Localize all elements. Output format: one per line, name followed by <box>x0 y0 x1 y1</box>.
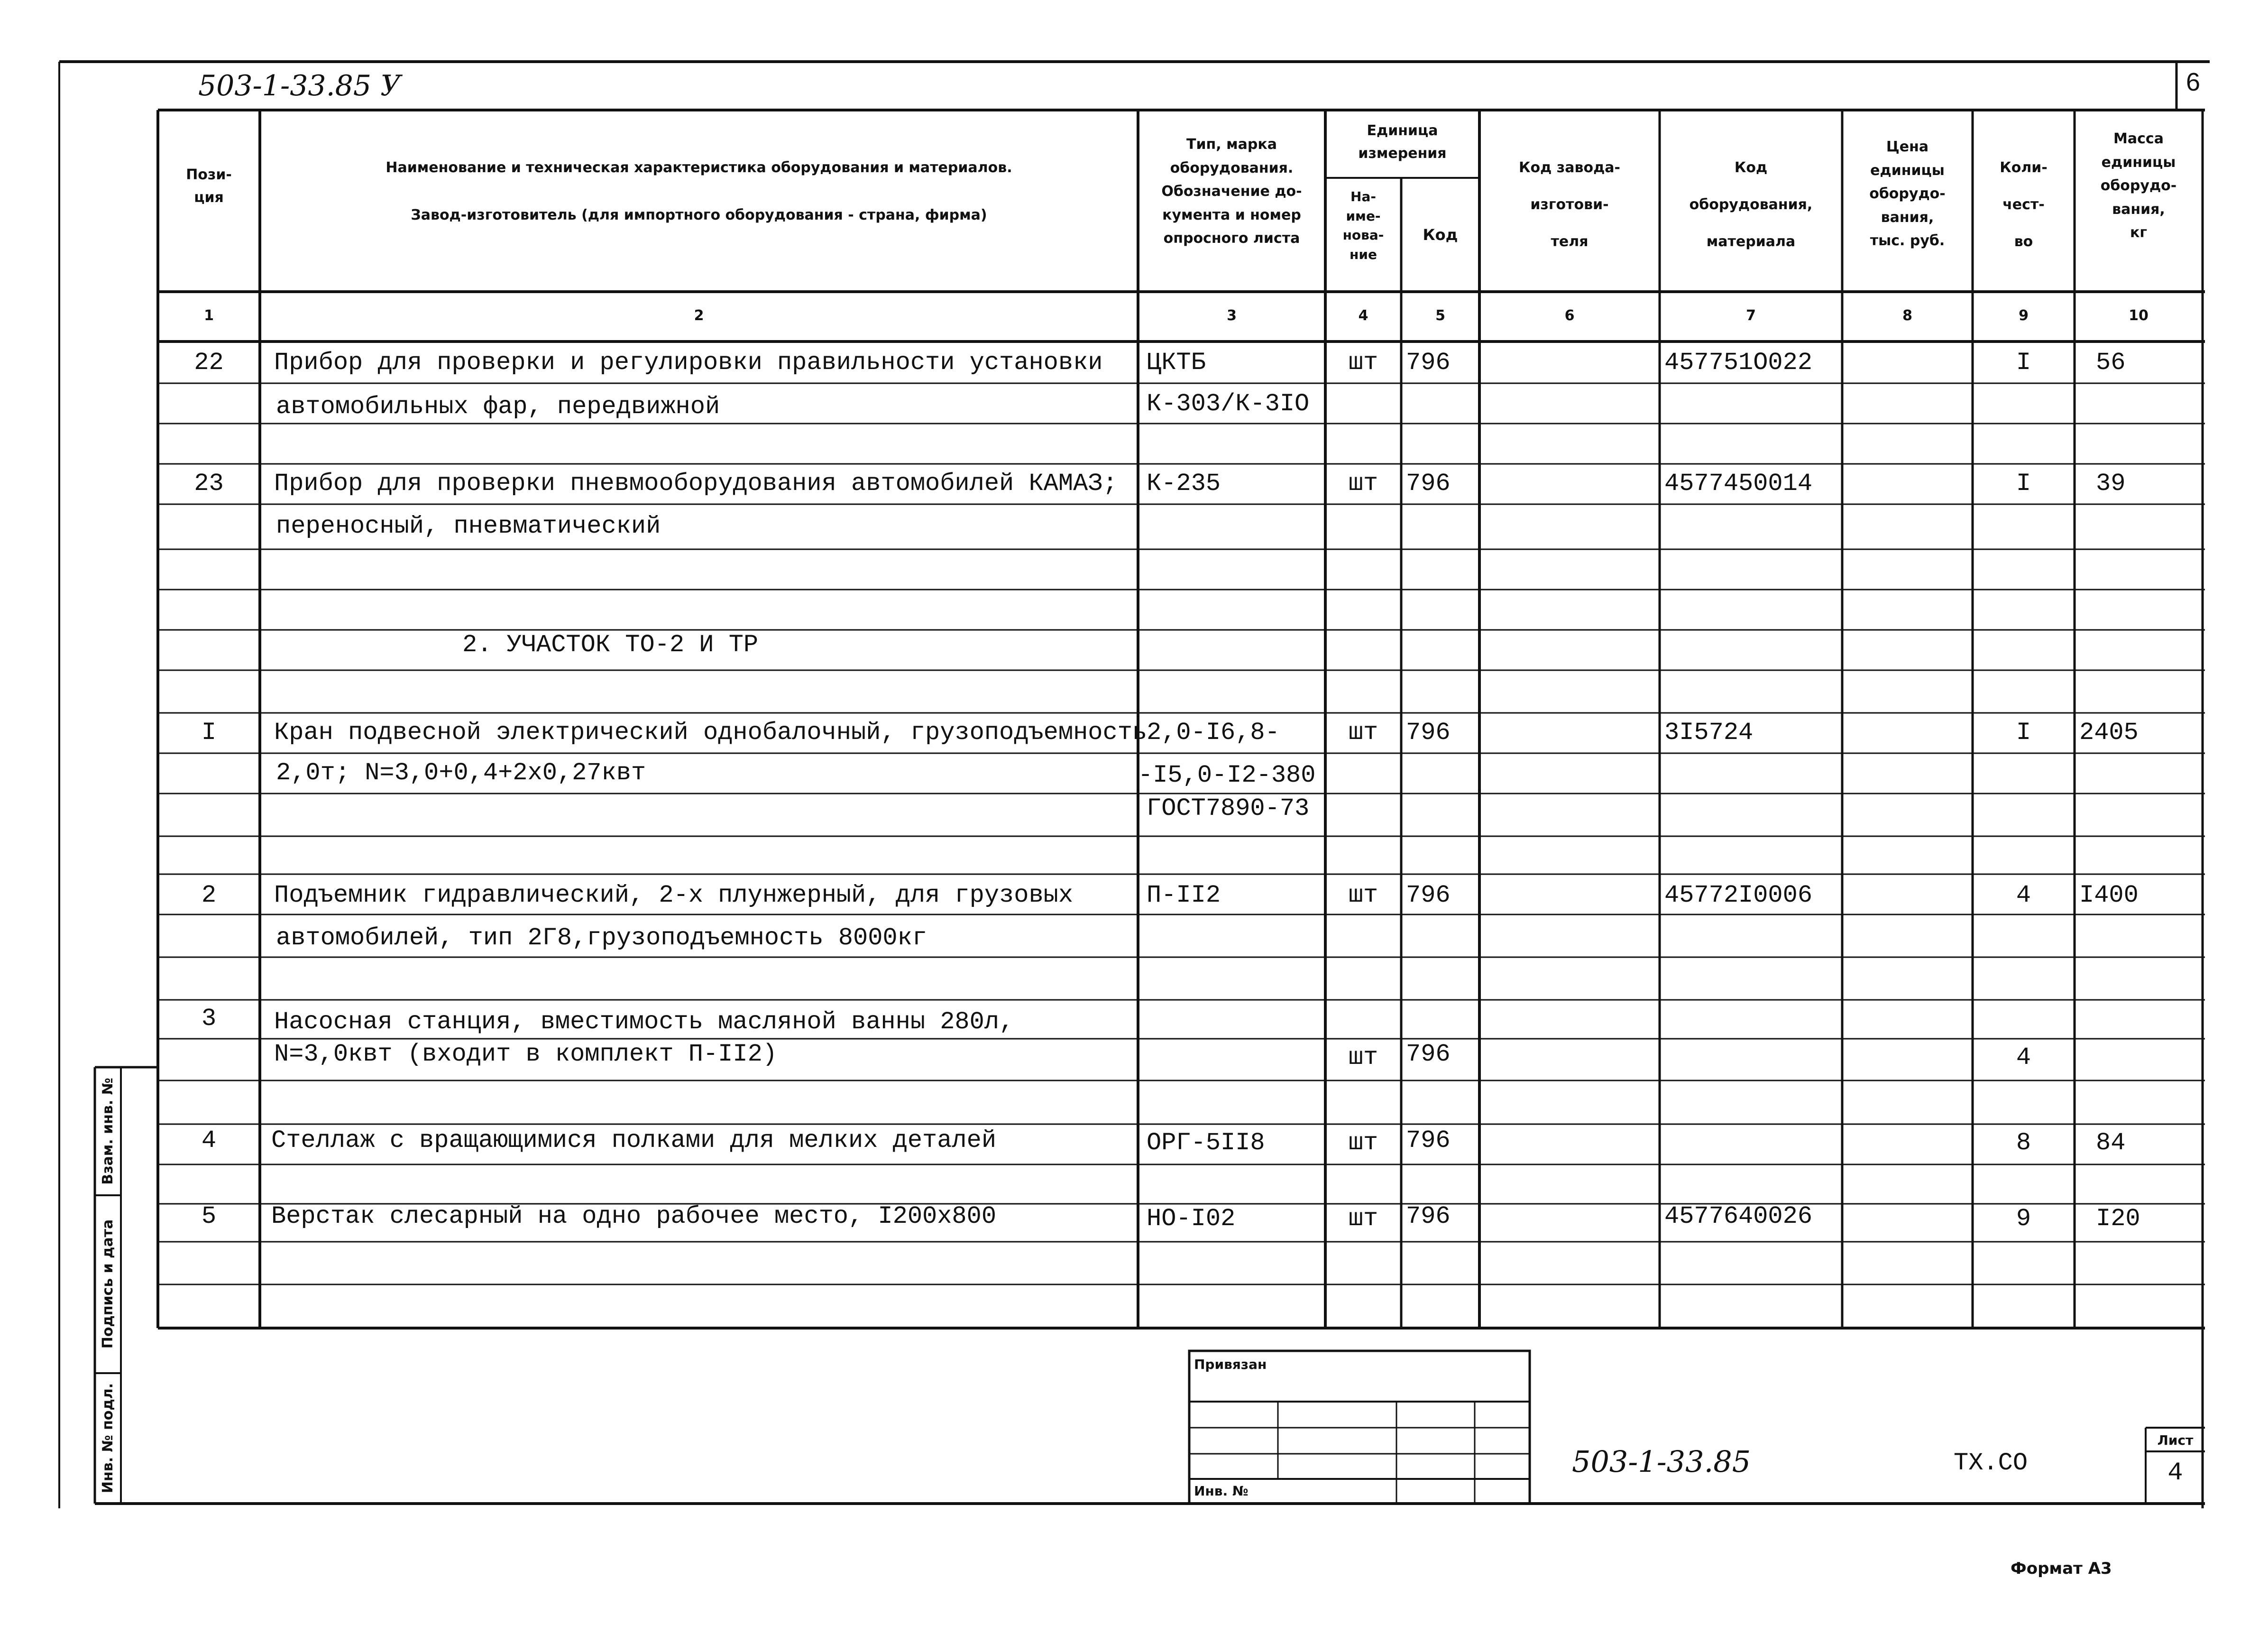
cell-name: автомобильных фар, передвижной <box>276 393 720 421</box>
side-label-replaced-inv: Взам. инв. № <box>100 1078 116 1185</box>
cell-unit: шт <box>1348 1043 1378 1071</box>
stamp-inv-label: Инв. № <box>1194 1483 1249 1499</box>
col-number: 6 <box>1564 307 1575 324</box>
header-position: Пози- ция <box>186 166 232 206</box>
cell-type: К-303/К-3IО <box>1147 390 1310 418</box>
cell-equipment-code: 3I5724 <box>1664 719 1754 747</box>
cell-mass: 39 <box>2096 470 2126 498</box>
cell-type: К-235 <box>1147 470 1221 498</box>
sheet-corner-number: 6 <box>2186 68 2201 96</box>
cell-equipment-code: 457751О022 <box>1664 349 1813 377</box>
cell-unit-code: 796 <box>1406 1040 1451 1068</box>
col-number: 4 <box>1358 307 1368 324</box>
header-unit-name: На- име- нова- ние <box>1342 189 1384 262</box>
cell-name: N=3,0квт (входит в комплект П-II2) <box>274 1040 777 1068</box>
cell-equipment-code: 4577450014 <box>1664 470 1813 498</box>
cell-unit-code: 796 <box>1406 881 1451 909</box>
col-number: 2 <box>694 307 704 324</box>
cell-quantity: 4 <box>2016 1043 2031 1071</box>
cell-name: Насосная станция, вместимость масляной ванны 280л, <box>274 1008 1014 1036</box>
col-number: 10 <box>2129 307 2149 324</box>
cell-mass: 2405 <box>2079 719 2139 747</box>
cell-quantity: I <box>2016 349 2031 377</box>
cell-unit: шт <box>1348 349 1378 377</box>
cell-unit: шт <box>1348 881 1378 909</box>
header-maker-code: Код завода- изготови- теля <box>1519 159 1620 250</box>
header-unit: Единица измерения <box>1358 122 1447 162</box>
cell-unit-code: 796 <box>1406 349 1451 377</box>
col-number: 9 <box>2019 307 2029 324</box>
cell-type: П-II2 <box>1147 881 1221 909</box>
cell-name: переносный, пневматический <box>276 512 661 540</box>
col-number: 5 <box>1435 307 1445 324</box>
cell-quantity: 9 <box>2016 1205 2031 1233</box>
cell-equipment-code: 45772I0006 <box>1664 881 1813 909</box>
cell-unit-code: 796 <box>1406 1202 1451 1230</box>
cell-unit-code: 796 <box>1406 470 1451 498</box>
cell-name: Кран подвесной электрический однобалочный, грузоподъемность <box>274 719 1148 747</box>
col-number: 8 <box>1902 307 1912 324</box>
stamp-bound-label: Привязан <box>1194 1357 1267 1372</box>
cell-quantity: 4 <box>2016 881 2031 909</box>
cell-name: Подъемник гидравлический, 2-х плунжерный, для грузовых <box>274 881 1074 909</box>
cell-name: Стеллаж с вращающимися полками для мелких деталей <box>271 1126 997 1154</box>
col-number: 7 <box>1746 307 1756 324</box>
section-title: 2. УЧАСТОК ТО-2 И ТР <box>462 631 759 659</box>
document-code-top: 503-1-33.85 У <box>198 69 401 102</box>
cell-type: ЦКТБ <box>1147 349 1206 377</box>
header-price: Цена единицы оборудо- вания, тыс. руб. <box>1869 138 1946 249</box>
header-name-line1: Наименование и техническая характеристика оборудования и материалов. <box>386 159 1012 176</box>
cell-type: ГОСТ7890-73 <box>1147 794 1310 822</box>
cell-position: 23 <box>194 470 224 498</box>
cell-unit: шт <box>1348 470 1378 498</box>
cell-mass: I400 <box>2079 881 2139 909</box>
stamp-sheet-number: 4 <box>2167 1459 2183 1487</box>
side-label-original-inv: Инв. № подл. <box>100 1383 116 1494</box>
stamp-document-code: 503-1-33.85 <box>1572 1444 1751 1479</box>
cell-unit-code: 796 <box>1406 1126 1451 1154</box>
cell-position: 22 <box>194 349 224 377</box>
cell-unit: шт <box>1348 1205 1378 1233</box>
stamp-mark: ТХ.СО <box>1954 1449 2028 1477</box>
cell-position: 5 <box>201 1202 217 1230</box>
header-mass: Масса единицы оборудо- вания, кг <box>2100 130 2177 241</box>
cell-name: автомобилей, тип 2Г8,грузоподъемность 8000кг <box>276 924 927 952</box>
cell-name: 2,0т; N=3,0+0,4+2х0,27квт <box>276 759 646 787</box>
header-name-line2: Завод-изготовитель (для импортного оборудования - страна, фирма) <box>411 207 987 223</box>
cell-quantity: I <box>2016 470 2031 498</box>
cell-equipment-code: 4577640026 <box>1664 1202 1813 1230</box>
header-unit-code: Код <box>1423 226 1458 244</box>
cell-unit: шт <box>1348 1129 1378 1157</box>
cell-type: 2,0-I6,8- <box>1147 719 1280 747</box>
cell-name: Прибор для проверки пневмооборудования автомобилей КАМАЗ; <box>274 470 1118 498</box>
cell-name: Прибор для проверки и регулировки правильности установки <box>274 349 1103 377</box>
header-quantity: Коли- чест- во <box>2000 159 2048 250</box>
stamp-sheet-label: Лист <box>2157 1432 2194 1448</box>
cell-type: ОРГ-5II8 <box>1147 1129 1265 1157</box>
paper-format: Формат А3 <box>2011 1559 2112 1578</box>
cell-mass: I20 <box>2096 1205 2140 1233</box>
header-type: Тип, марка оборудования. Обозначение до- кумента и номер опросного листа <box>1161 136 1302 247</box>
cell-unit-code: 796 <box>1406 719 1451 747</box>
cell-type: НО-I02 <box>1147 1205 1236 1233</box>
cell-name: Верстак слесарный на одно рабочее место, I200х800 <box>271 1202 997 1230</box>
cell-quantity: 8 <box>2016 1129 2031 1157</box>
cell-unit: шт <box>1348 719 1378 747</box>
cell-mass: 84 <box>2096 1129 2126 1157</box>
cell-position: 2 <box>201 881 217 909</box>
cell-mass: 56 <box>2096 349 2126 377</box>
cell-quantity: I <box>2016 719 2031 747</box>
cell-position: 4 <box>201 1126 217 1154</box>
cell-type: -I5,0-I2-380 <box>1138 761 1316 789</box>
header-equipment-code: Код оборудования, материала <box>1689 159 1813 250</box>
cell-position: I <box>201 719 217 747</box>
cell-position: 3 <box>201 1005 217 1033</box>
col-number: 1 <box>204 307 214 324</box>
col-number: 3 <box>1227 307 1237 324</box>
side-label-signature-date: Подпись и дата <box>100 1219 116 1349</box>
